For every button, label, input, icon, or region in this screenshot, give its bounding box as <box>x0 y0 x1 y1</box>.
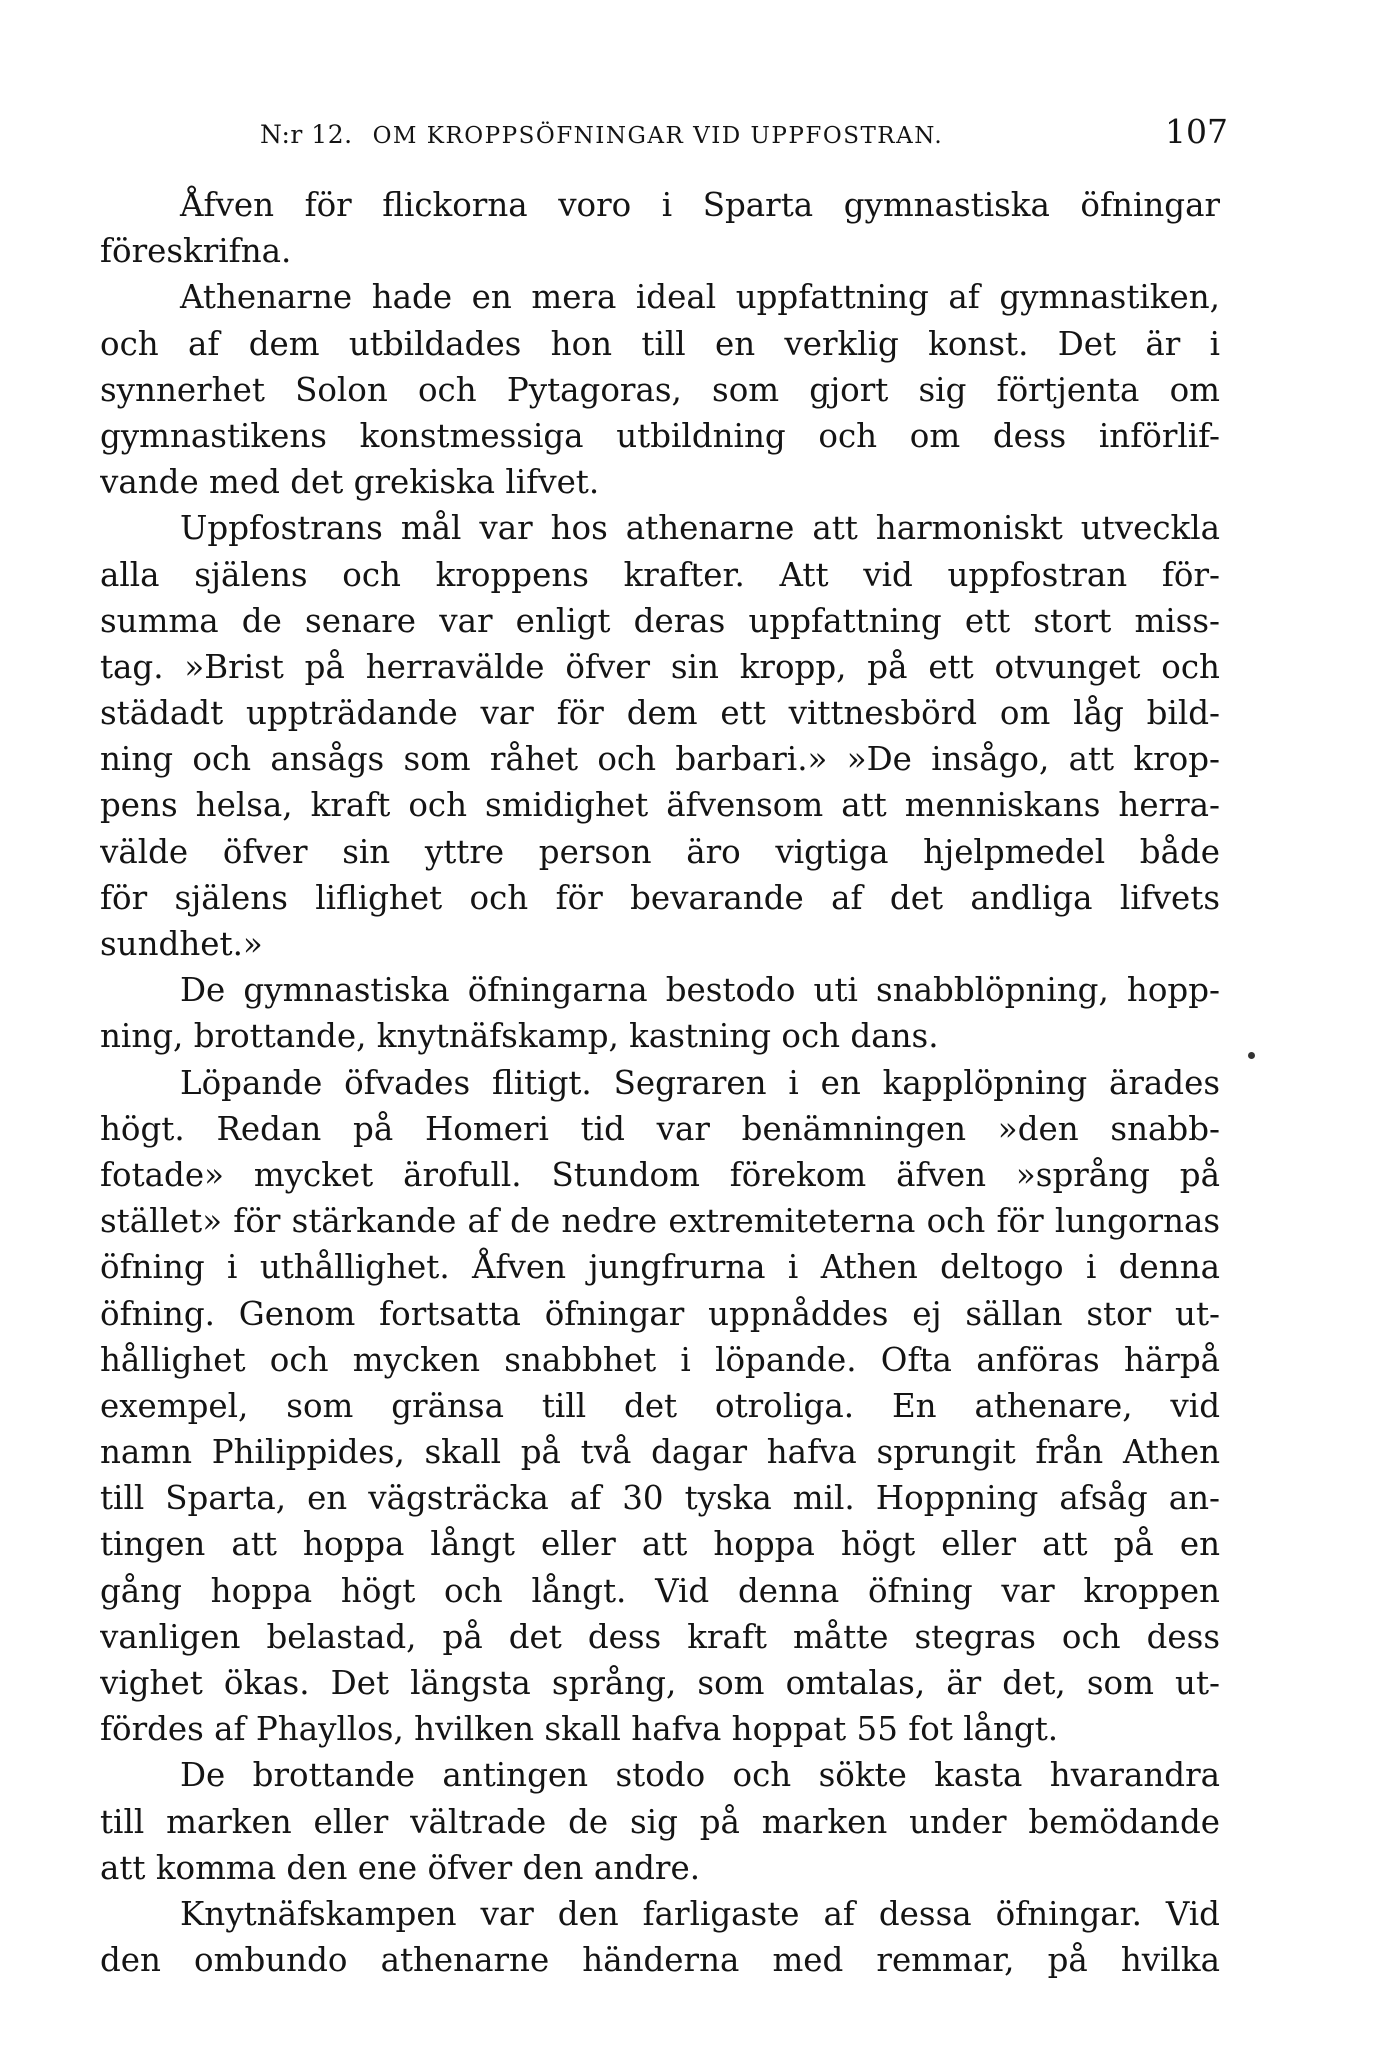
text-line: städadt uppträdande var för dem ett vittnesbörd om låg bild- <box>100 694 1220 733</box>
text-line: föreskrifna. <box>100 232 292 271</box>
text-line: hållighet och mycken snabbhet i löpande. Ofta anföras härpå <box>100 1340 1220 1379</box>
text-line: Löpande öfvades flitigt. Segraren i en kapplöpning ärades <box>180 1063 1220 1102</box>
text-line: tingen att hoppa långt eller att hoppa högt eller att på en <box>100 1525 1220 1564</box>
text-line: fotade» mycket ärofull. Stundom förekom äfven »språng på <box>100 1155 1220 1194</box>
running-title: OM KROPPSÖFNINGAR VID UPPFOSTRAN. <box>372 123 944 149</box>
running-head <box>100 112 1228 162</box>
text-line: exempel, som gränsa till det otroliga. En athenare, vid <box>100 1386 1220 1425</box>
running-head-left <box>260 120 943 149</box>
text-line: synnerhet Solon och Pytagoras, som gjort sig förtjenta om <box>100 370 1220 409</box>
text-line: öfning. Genom fortsatta öfningar uppnåddes ej sällan stor ut- <box>100 1294 1220 1333</box>
text-line: den ombundo athenarne händerna med remmar, på hvilka <box>100 1941 1220 1980</box>
text-line: stället» för stärkande af de nedre extremiteterna och för lungornas <box>100 1202 1220 1241</box>
text-line: till marken eller vältrade de sig på marken under bemödande <box>100 1802 1220 1841</box>
text-line: vande med det grekiska lifvet. <box>100 463 600 502</box>
text-line: fördes af Phayllos, hvilken skall hafva hoppat 55 fot långt. <box>100 1710 1059 1749</box>
issue-number: N:r 12. <box>260 120 353 149</box>
text-line: välde öfver sin yttre person äro vigtiga hjelpmedel både <box>100 832 1220 871</box>
text-line: högt. Redan på Homeri tid var benämningen »den snabb- <box>100 1109 1220 1148</box>
text-line: sundhet.» <box>100 925 263 963</box>
text-line: öfning i uthållighet. Åfven jungfrurna i Athen deltogo i denna <box>100 1248 1220 1287</box>
page-number: 107 <box>1165 112 1228 151</box>
text-line: Knytnäfskampen var den farligaste af dessa öfningar. Vid <box>180 1894 1220 1933</box>
text-line: tag. »Brist på herravälde öfver sin kropp, på ett otvunget och <box>100 647 1220 686</box>
text-line: De gymnastiska öfningarna bestodo uti snabblöpning, hopp- <box>180 971 1220 1010</box>
text-line: och af dem utbildades hon till en verklig konst. Det är i <box>100 324 1220 363</box>
text-line: vighet ökas. Det längsta språng, som omtalas, är det, som ut- <box>100 1664 1220 1702</box>
text-line: Uppfostrans mål var hos athenarne att harmoniskt utveckla <box>180 509 1220 548</box>
text-line: De brottande antingen stodo och sökte kasta hvarandra <box>180 1756 1220 1795</box>
text-line: ning, brottande, knytnäfskamp, kastning och dans. <box>100 1017 939 1056</box>
text-line: alla själens och kroppens krafter. Att vid uppfostran för- <box>100 555 1220 594</box>
text-line: Åfven för flickorna voro i Sparta gymnastiska öfningar <box>180 186 1220 224</box>
text-line: Athenarne hade en mera ideal uppfattning af gymnastiken, <box>180 278 1220 317</box>
body-text <box>100 182 1220 1983</box>
text-line: namn Philippides, skall på två dagar hafva sprungit från Athen <box>100 1433 1220 1472</box>
text-line: till Sparta, en vägsträcka af 30 tyska mil. Hoppning afsåg an- <box>100 1479 1220 1518</box>
text-line: ning och ansågs som råhet och barbari.» »De insågo, att krop- <box>100 740 1220 779</box>
margin-mark <box>1248 1052 1255 1059</box>
text-line: för själens liflighet och för bevarande af det andliga lifvets <box>100 878 1220 917</box>
text-line: summa de senare var enligt deras uppfattning ett stort miss- <box>100 601 1220 640</box>
text-line: att komma den ene öfver den andre. <box>100 1848 701 1887</box>
text-line: pens helsa, kraft och smidighet äfvensom att menniskans herra- <box>100 786 1220 825</box>
text-line: vanligen belastad, på det dess kraft måtte stegras och dess <box>100 1617 1220 1656</box>
text-line: gång hoppa högt och långt. Vid denna öfning var kroppen <box>100 1571 1220 1610</box>
text-line: gymnastikens konstmessiga utbildning och om dess införlif- <box>100 416 1220 455</box>
